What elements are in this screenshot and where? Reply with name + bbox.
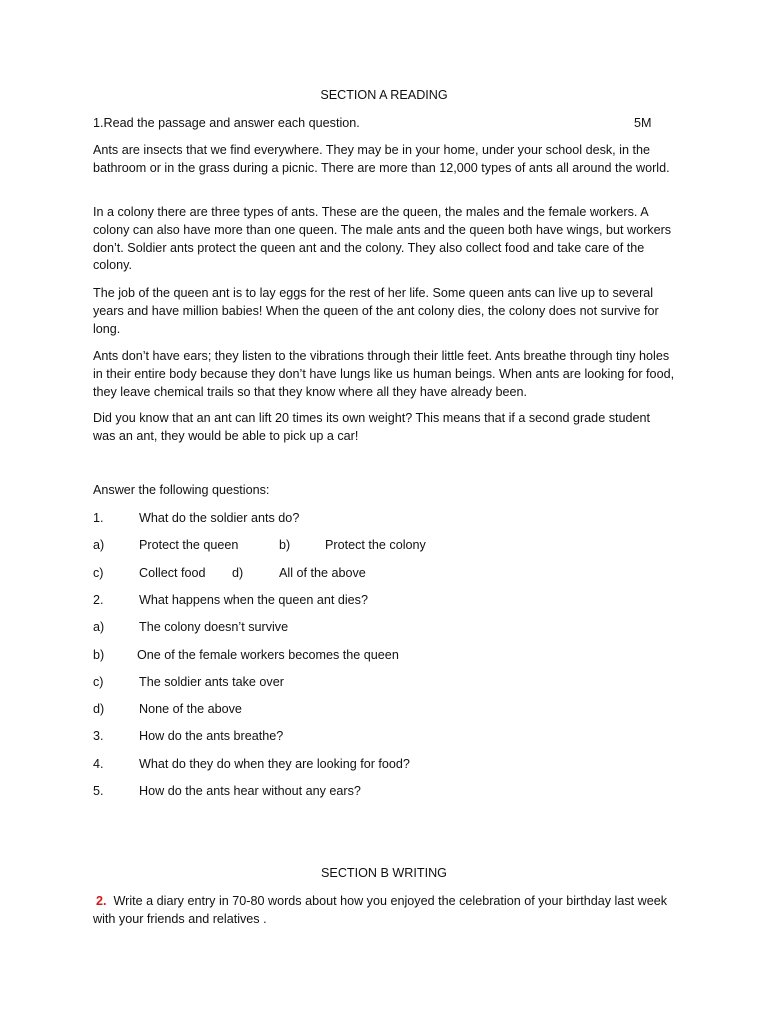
section-a-heading: SECTION A READING	[320, 88, 448, 102]
q2-option-b-label: b)	[93, 648, 105, 662]
question-4-text: What do they do when they are looking for food?	[139, 757, 410, 771]
writing-question-number: 2.	[96, 894, 107, 908]
q2-option-d-text: None of the above	[139, 702, 242, 716]
q2-option-b-text: One of the female workers becomes the queen	[137, 648, 399, 662]
q1-option-a-text: Protect the queen	[139, 538, 239, 552]
q1-option-c-label: c)	[93, 566, 104, 580]
question-1-text: What do the soldier ants do?	[139, 511, 300, 525]
section-b-heading: SECTION B WRITING	[321, 866, 447, 880]
question-2-number: 2.	[93, 593, 104, 607]
passage-paragraph-5: Did you know that an ant can lift 20 times its own weight? This means that if a second grade student was an ant, they would be able to pick up a car!	[93, 411, 651, 443]
questions-intro: Answer the following questions:	[93, 483, 270, 497]
q1-option-c-text: Collect food	[139, 566, 206, 580]
q2-option-c-label: c)	[93, 675, 104, 689]
passage-paragraph-1: Ants are insects that we find everywhere. They may be in your home, under your school desk, in the bathroom or in the grass during a picnic. There are more than 12,000 types of ants all around the world.	[93, 143, 670, 175]
question-3-number: 3.	[93, 729, 104, 743]
question-1-number: 1.	[93, 511, 104, 525]
q1-option-d-text: All of the above	[279, 566, 366, 580]
q2-option-a-text: The colony doesn’t survive	[139, 620, 289, 634]
passage-paragraph-4: Ants don’t have ears; they listen to the vibrations through their little feet. Ants breathe through tiny holes in their entire body because they don’t have lungs like us human beings. When ants are looking for food, they leave chemical trails so that they know where all they have already been.	[93, 349, 675, 399]
q1-option-d-label: d)	[232, 566, 244, 580]
passage-paragraph-2: In a colony there are three types of ants. These are the queen, the males and the female workers. A colony can also have more than one queen. The male ants and the queen both have wings, but workers don’t. Soldier ants protect the queen ant and the colony. They also collect food and take care of the colony.	[93, 205, 672, 273]
q1-option-b-label: b)	[279, 538, 291, 552]
writing-prompt-text: Write a diary entry in 70-80 words about how you enjoyed the celebration of your birthday last week with your friends and relatives .	[93, 894, 668, 926]
question-5-number: 5.	[93, 784, 104, 798]
question-2-text: What happens when the queen ant dies?	[139, 593, 368, 607]
question-4-number: 4.	[93, 757, 104, 771]
q1-option-b-text: Protect the colony	[325, 538, 426, 552]
q1-option-a-label: a)	[93, 538, 105, 552]
passage-paragraph-3: The job of the queen ant is to lay eggs for the rest of her life. Some queen ants can live up to several years and have million babies! When the queen of the ant colony dies, the colony does not survive for long.	[93, 286, 659, 336]
q2-option-c-text: The soldier ants take over	[139, 675, 284, 689]
q2-option-a-label: a)	[93, 620, 105, 634]
q2-option-d-label: d)	[93, 702, 105, 716]
reading-instruction: 1.Read the passage and answer each question.	[93, 116, 360, 130]
question-5-text: How do the ants hear without any ears?	[139, 784, 361, 798]
writing-prompt	[93, 893, 675, 929]
question-3-text: How do the ants breathe?	[139, 729, 284, 743]
marks-label: 5M	[634, 116, 652, 130]
